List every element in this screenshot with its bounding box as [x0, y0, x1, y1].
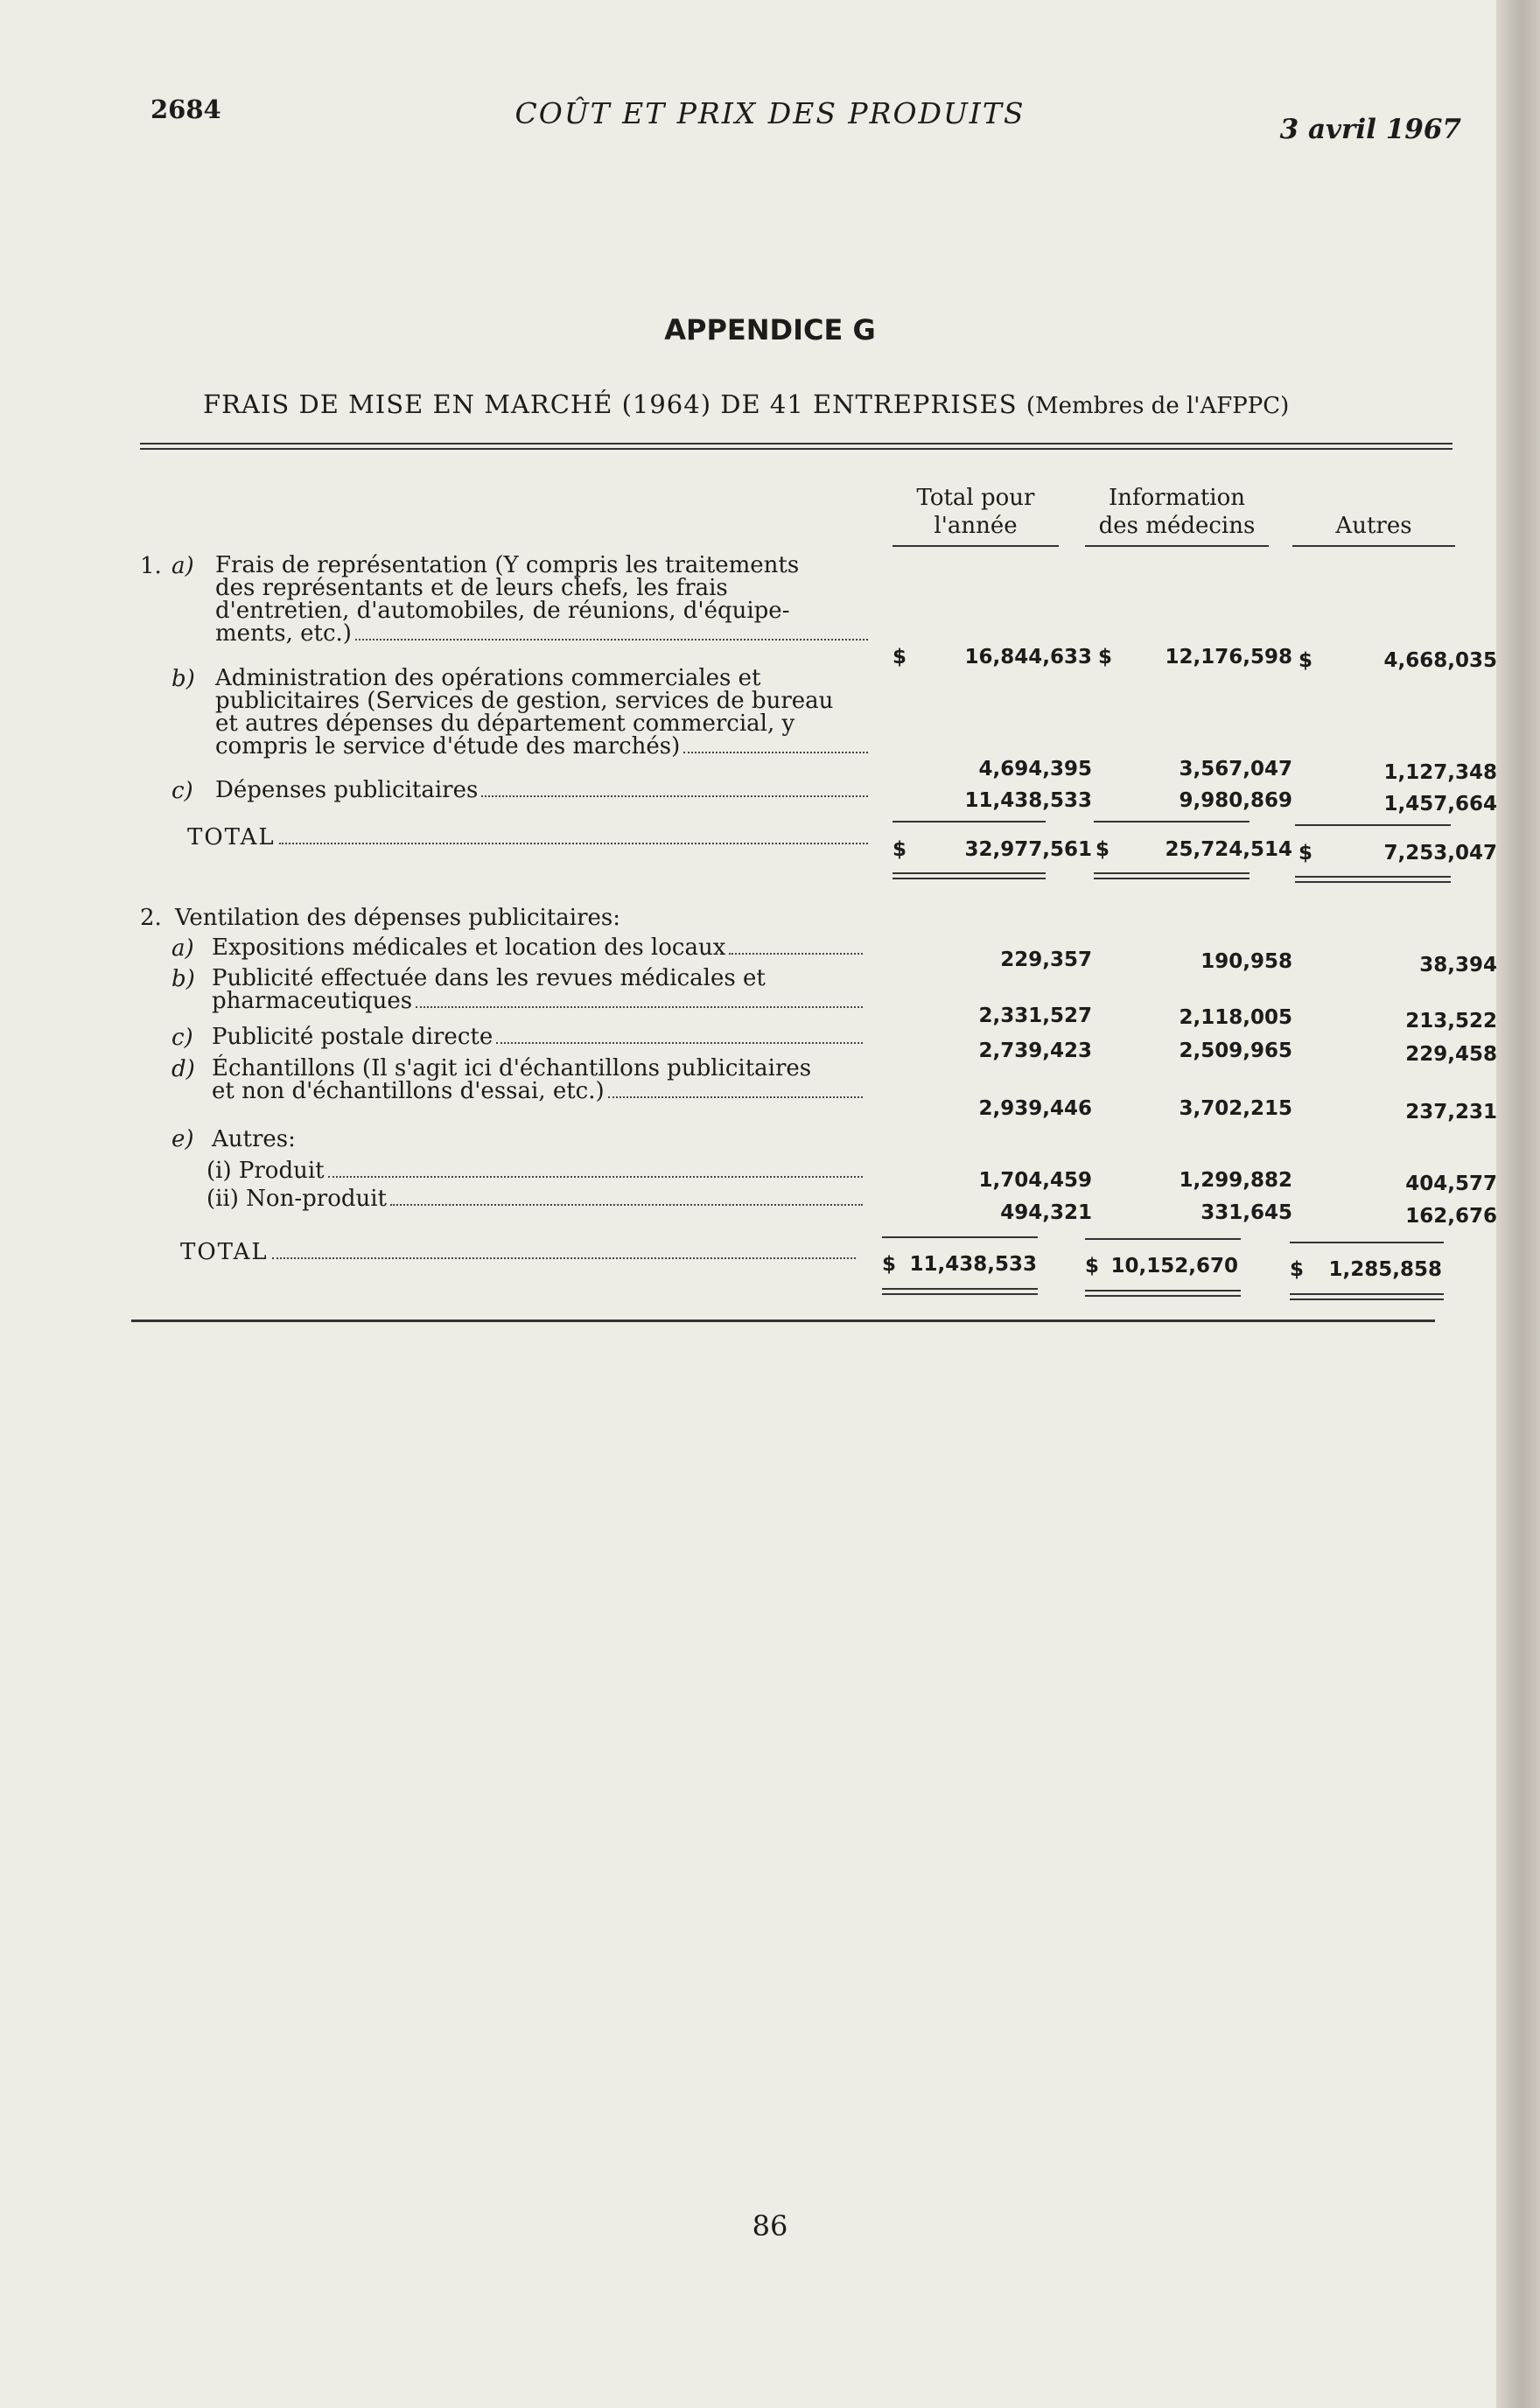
- leader-dots: [481, 794, 868, 797]
- s2e-label: Autres:: [212, 1126, 296, 1152]
- s1a-line: des représentants et de leurs chefs, les frais: [215, 575, 728, 601]
- s1b-label: [215, 667, 868, 759]
- s1a-line: ments, etc.): [215, 620, 352, 647]
- s2e-i-total: 1,704,459: [978, 1169, 1092, 1192]
- subtitle-paren: (Membres de l'AFPPC): [1026, 393, 1290, 419]
- s2e-ii-label: [206, 1187, 863, 1211]
- s2c-label: [212, 1026, 863, 1049]
- s2-total-autres: 1,285,858: [1328, 1258, 1442, 1281]
- col-head-info-underline: [1085, 545, 1269, 547]
- s1a-info: 12,176,598: [1165, 646, 1292, 668]
- s1c-letter: c): [172, 778, 193, 804]
- col-head-autres-underline: [1292, 545, 1455, 547]
- s2-total-cur2: $: [1085, 1255, 1100, 1278]
- s1-total-cur3: $: [1298, 842, 1313, 864]
- s2-subtotal-rule-1: [882, 1236, 1038, 1238]
- s1a-line: d'entretien, d'automobiles, de réunions, d'équipe-: [215, 598, 790, 624]
- s1-total-double-rule-3: [1295, 876, 1451, 883]
- s2e-i-info: 1,299,882: [1179, 1169, 1292, 1192]
- s1a-line: Frais de représentation (Y compris les traitements: [215, 552, 800, 578]
- s1b-total: 4,694,395: [978, 758, 1092, 780]
- col-head-total: [879, 484, 1072, 547]
- s2-total-info: 10,152,670: [1110, 1255, 1238, 1278]
- s1c-text: Dépenses publicitaires: [215, 777, 479, 803]
- leader-dots: [390, 1203, 863, 1206]
- s2b-autres: 213,522: [1405, 1010, 1497, 1032]
- leader-dots: [683, 751, 868, 753]
- s2e-i-autres: 404,577: [1405, 1172, 1497, 1195]
- s2-subtotal-rule-3: [1290, 1242, 1444, 1243]
- s2c-autres: 229,458: [1405, 1043, 1497, 1066]
- leader-dots: [496, 1041, 863, 1044]
- s1b-line: Administration des opérations commerciales et: [215, 665, 761, 691]
- s2e-ii-autres: 162,676: [1405, 1205, 1497, 1228]
- subtitle-main: FRAIS DE MISE EN MARCHÉ (1964) DE 41 ENTREPRISES: [203, 389, 1018, 419]
- s2d-label: [212, 1057, 863, 1103]
- table-bottom-rule: [131, 1320, 1435, 1322]
- s1a-letter: a): [172, 553, 194, 579]
- appendix-title: APPENDICE G: [664, 313, 876, 346]
- s2d-autres: 237,231: [1405, 1101, 1497, 1124]
- table-top-rule: [140, 443, 1452, 450]
- s2c-info: 2,509,965: [1179, 1040, 1292, 1062]
- s1-total-cur2: $: [1096, 838, 1110, 861]
- header-page-number: 2684: [150, 94, 221, 124]
- s2-total-label: [180, 1241, 856, 1264]
- s2d-total: 2,939,446: [978, 1097, 1092, 1120]
- s1b-letter: b): [172, 666, 195, 692]
- s2d-info: 3,702,215: [1179, 1097, 1292, 1120]
- s1c-label: [215, 779, 868, 802]
- s1-total-autres: 7,253,047: [1383, 842, 1497, 864]
- s1c-autres: 1,457,664: [1383, 793, 1497, 816]
- s1a-autres: 4,668,035: [1383, 649, 1497, 672]
- s1b-autres: 1,127,348: [1383, 761, 1497, 784]
- s1-total-label: [187, 826, 868, 850]
- s1b-info: 3,567,047: [1179, 758, 1292, 780]
- s2c-letter: c): [172, 1025, 193, 1051]
- s1a-label: [215, 554, 868, 646]
- s1-subtotal-rule-1: [892, 821, 1046, 822]
- s2b-total: 2,331,527: [978, 1004, 1092, 1027]
- leader-dots: [355, 638, 868, 640]
- s2a-info: 190,958: [1200, 950, 1292, 973]
- s1-subtotal-rule-2: [1094, 821, 1250, 822]
- s1-total-text: TOTAL: [187, 824, 276, 850]
- s2b-line: Publicité effectuée dans les revues médicales et: [212, 965, 766, 991]
- s1a-cur1: $: [892, 646, 907, 668]
- leader-dots: [729, 952, 863, 955]
- s1-total-cur1: $: [892, 838, 907, 861]
- leader-dots: [608, 1096, 863, 1098]
- s1a-cur2: $: [1098, 646, 1113, 668]
- s2a-total: 229,357: [1000, 948, 1092, 971]
- s2-total-text: TOTAL: [180, 1239, 269, 1265]
- s2b-line: pharmaceutiques: [212, 988, 413, 1014]
- s1b-line: et autres dépenses du département commercial, y: [215, 710, 795, 737]
- leader-dots: [272, 1256, 856, 1259]
- col-head-total-line1: Total pour: [916, 485, 1035, 511]
- header-running-title: COÛT ET PRIX DES PRODUITS: [514, 96, 1026, 130]
- s2-subtotal-rule-2: [1085, 1238, 1241, 1240]
- col-head-autres: [1286, 512, 1461, 547]
- s2d-line: Échantillons (Il s'agit ici d'échantillons publicitaires: [212, 1055, 812, 1082]
- s2-heading: Ventilation des dépenses publicitaires:: [175, 905, 621, 931]
- s2e-i-label: [206, 1159, 863, 1183]
- s2b-letter: b): [172, 966, 195, 992]
- s1-number: 1.: [140, 553, 162, 579]
- s2-total-total: 11,438,533: [909, 1253, 1037, 1276]
- col-head-info-line1: Information: [1108, 485, 1246, 511]
- s2e-ii-text: (ii) Non-produit: [206, 1186, 387, 1212]
- col-head-info: [1081, 484, 1273, 547]
- s2-total-cur3: $: [1290, 1258, 1305, 1281]
- s2b-label: [212, 967, 863, 1013]
- s2-total-cur1: $: [882, 1253, 897, 1276]
- s1-total-double-rule-1: [892, 872, 1046, 879]
- col-head-autres-label: Autres: [1335, 513, 1412, 539]
- s2-total-double-rule-3: [1290, 1293, 1444, 1300]
- col-head-info-line2: des médecins: [1098, 513, 1256, 539]
- s2b-info: 2,118,005: [1179, 1006, 1292, 1029]
- s2e-ii-info: 331,645: [1200, 1201, 1292, 1224]
- s2d-letter: d): [172, 1056, 195, 1082]
- leader-dots: [416, 1005, 863, 1008]
- s1-total-total: 32,977,561: [964, 838, 1092, 861]
- table-subtitle: [203, 389, 1419, 419]
- s2c-total: 2,739,423: [978, 1040, 1092, 1062]
- s1-subtotal-rule-3: [1295, 824, 1451, 826]
- leader-dots: [279, 842, 868, 844]
- col-head-total-underline: [892, 545, 1059, 547]
- header-date: 3 avril 1967: [1279, 114, 1461, 145]
- footer-page-number: 86: [752, 2209, 788, 2243]
- book-spine-shadow: [1496, 0, 1540, 2408]
- s1c-info: 9,980,869: [1179, 789, 1292, 812]
- s2d-line: et non d'échantillons d'essai, etc.): [212, 1078, 605, 1104]
- s2a-text: Expositions médicales et location des locaux: [212, 934, 726, 961]
- s1-total-double-rule-2: [1094, 872, 1250, 879]
- s1b-line: compris le service d'étude des marchés): [215, 733, 681, 760]
- s2e-i-text: (i) Produit: [206, 1158, 325, 1184]
- s1b-line: publicitaires (Services de gestion, services de bureau: [215, 688, 834, 714]
- s2a-letter: a): [172, 935, 194, 962]
- s2e-ii-total: 494,321: [1000, 1201, 1092, 1224]
- leader-dots: [328, 1175, 863, 1178]
- s2e-letter: e): [172, 1126, 194, 1152]
- s2-number: 2.: [140, 905, 162, 931]
- s1c-total: 11,438,533: [964, 789, 1092, 812]
- s2a-autres: 38,394: [1419, 954, 1497, 976]
- s2-total-double-rule-2: [1085, 1290, 1241, 1297]
- s1-total-info: 25,724,514: [1165, 838, 1292, 861]
- s2a-label: [212, 936, 863, 960]
- s2c-text: Publicité postale directe: [212, 1024, 494, 1050]
- running-head: [0, 94, 1496, 145]
- s1a-total: 16,844,633: [964, 646, 1092, 668]
- s2-total-double-rule-1: [882, 1288, 1038, 1295]
- s1a-cur3: $: [1298, 649, 1313, 672]
- col-head-total-line2: l'année: [934, 513, 1018, 539]
